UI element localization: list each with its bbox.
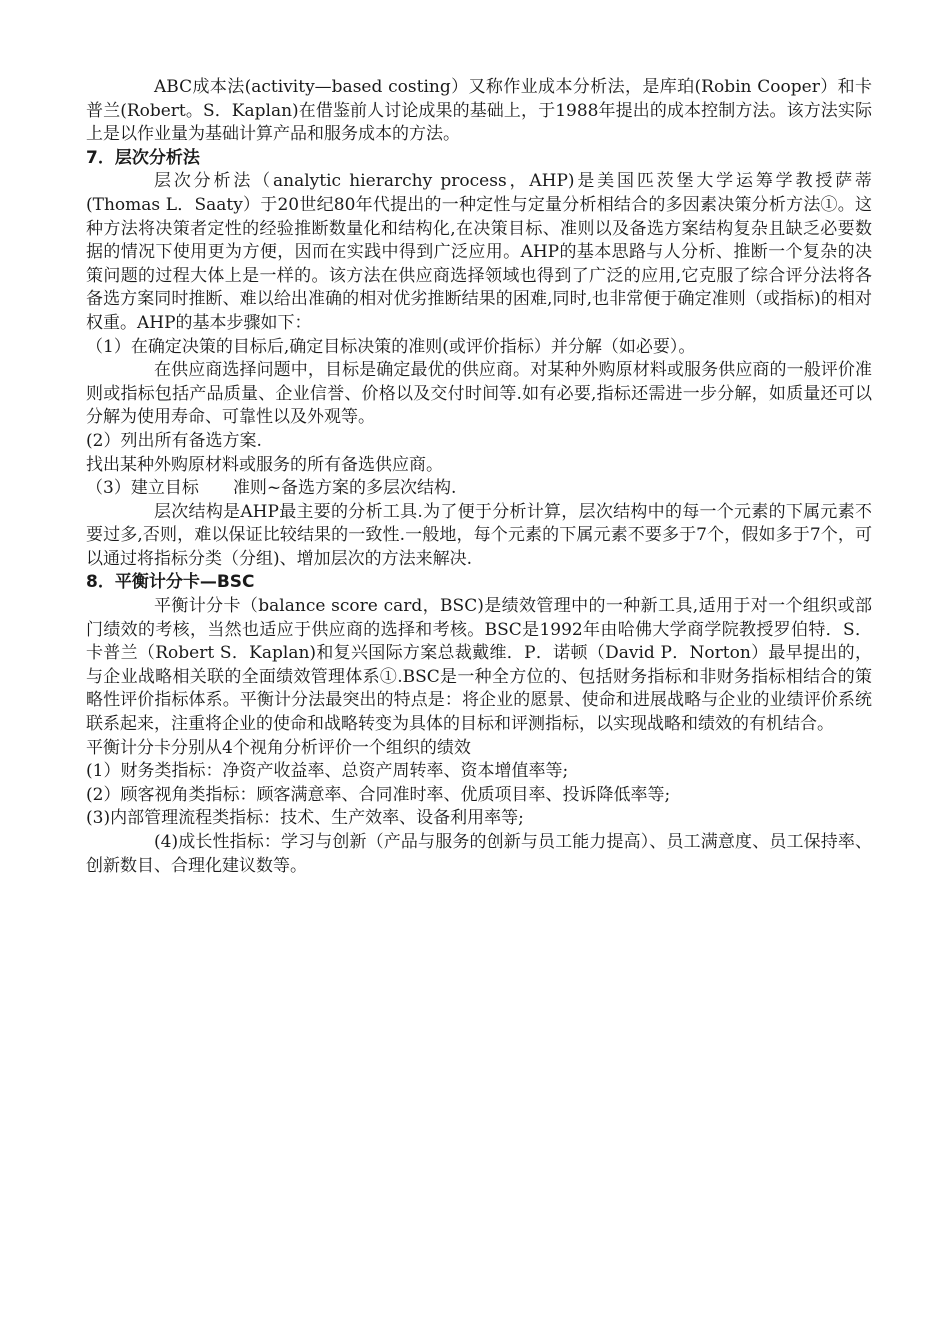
step-2: (2）列出所有备选方案. <box>86 430 262 451</box>
paragraph-bsc-perspectives: 平衡计分卡分别从4个视角分析评价一个组织的绩效 <box>86 737 471 758</box>
list-item-internal-process: (3)内部管理流程类指标：技术、生产效率、设备利用率等; <box>86 808 524 829</box>
list-item-growth: (4)成长性指标：学习与创新（产品与服务的创新与员工能力提高）、员工满意度、员工保持率、创新数目、合理化建议数等。 <box>86 832 872 876</box>
list-item-financial: (1）财务类指标：净资产收益率、总资产周转率、资本增值率等; <box>86 761 569 782</box>
document-body <box>86 76 872 878</box>
step-3: （3）建立目标 准则~备选方案的多层次结构. <box>86 478 457 499</box>
paragraph-hierarchy: 层次结构是AHP最主要的分析工具.为了便于分析计算，层次结构中的每一个元素的下属元素不要过多,否则，难以保证比较结果的一致性.一般地，每个元素的下属元素不要多于7个，假如多于7个，可以通过将指标分类（分组)、增加层次的方法来解决. <box>86 501 872 569</box>
paragraph-find-suppliers: 找出某种外购原材料或服务的所有备选供应商。 <box>86 454 443 475</box>
paragraph-bsc-intro: 平衡计分卡（balance score card，BSC)是绩效管理中的一种新工具,适用于对一个组织或部门绩效的考核，当然也适应于供应商的选择和考核。BSC是1992年由哈佛大学商学院教授罗伯特．S．卡普兰（Robert S．Kaplan)和复兴国际方案总裁戴维．P．诺顿（David P．Norton）最早提出的，与企业战略相关联的全面绩效管理体系①.BSC是一种全方位的、包括财务指标和非财务指标相结合的策略性评价指标体系。平衡计分法最突出的特点是：将企业的愿景、使命和进展战略与企业的业绩评价系统联系起来，注重将企业的使命和战略转变为具体的目标和评测指标，以实现战略和绩效的有机结合。 <box>86 596 872 735</box>
list-item-customer: (2）顾客视角类指标：顾客满意率、合同准时率、优质项目率、投诉降低率等; <box>86 784 671 805</box>
paragraph-abc-costing: ABC成本法(activity—based costing）又称作业成本分析法，是库珀(Robin Cooper）和卡普兰(Robert。S．Kaplan)在借鉴前人讨论成果的基础上，于1988年提出的成本控制方法。该方法实际上是以作业量为基础计算产品和服务成本的方法。 <box>86 77 872 145</box>
paragraph-ahp-intro: 层次分析法（analytic hierarchy process，AHP)是美国匹茨堡大学运筹学教授萨蒂(Thomas L．Saaty）于20世纪80年代提出的一种定性与定量分析相结合的多因素决策分析方法①。这种方法将决策者定性的经验推断数量化和结构化,在决策目标、准则以及备选方案结构复杂且缺乏必要数据的情况下使用更为方便，因而在实践中得到广泛应用。AHP的基本思路与人分析、推断一个复杂的决策问题的过程大体上是一样的。该方法在供应商选择领域也得到了广泛的应用,它克服了综合评分法将各备选方案同时推断、难以给出准确的相对优劣推断结果的困难,同时,也非常便于确定准则（或指标)的相对权重。AHP的基本步骤如下： <box>86 171 872 333</box>
step-1: （1）在确定决策的目标后,确定目标决策的准则(或评价指标）并分解（如必要）。 <box>86 336 696 357</box>
section-heading-ahp: 7．层次分析法 <box>86 147 200 168</box>
paragraph-supplier-goal: 在供应商选择问题中，目标是确定最优的供应商。对某种外购原材料或服务供应商的一般评价准则或指标包括产品质量、企业信誉、价格以及交付时间等.如有必要,指标还需进一步分解，如质量还可以分解为使用寿命、可靠性以及外观等。 <box>86 360 872 428</box>
section-heading-bsc: 8．平衡计分卡—BSC <box>86 572 255 593</box>
